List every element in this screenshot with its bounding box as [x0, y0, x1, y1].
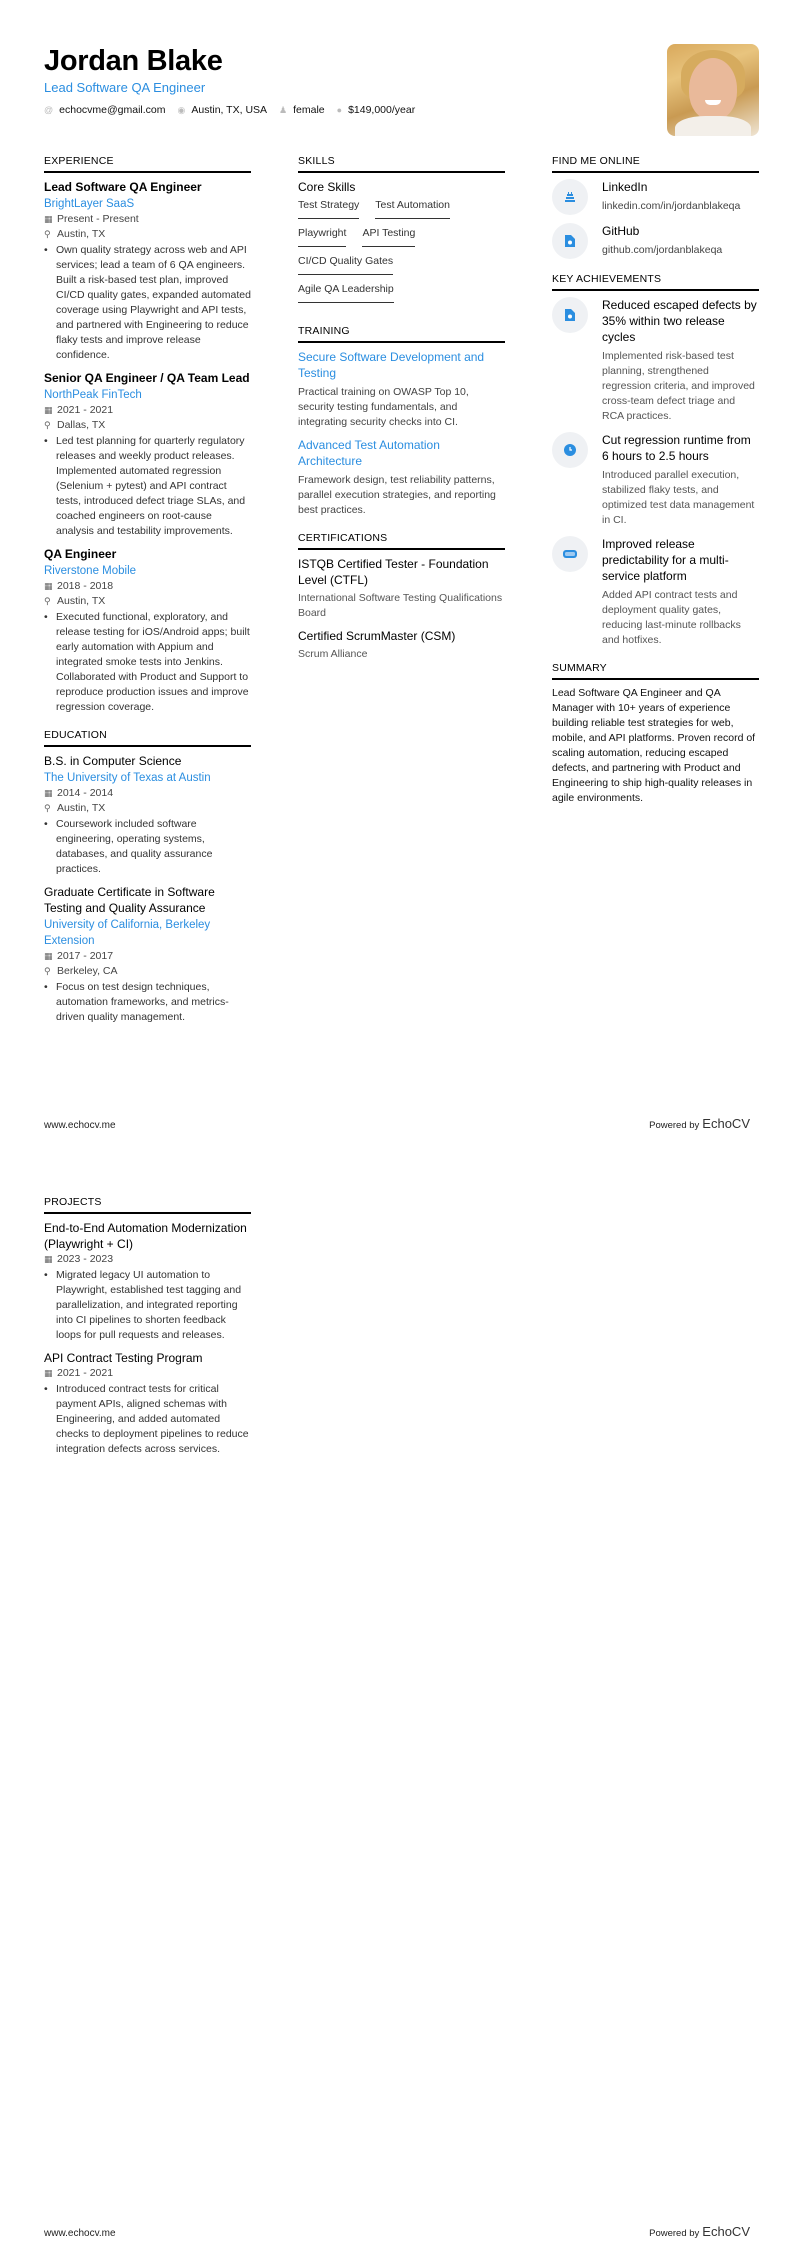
achievement-title: Cut regression runtime from 6 hours to 2.5 hours [602, 433, 751, 463]
document-icon [552, 223, 588, 259]
job-dates [44, 579, 251, 594]
profile-photo [667, 44, 759, 136]
calendar-icon: ▦ [44, 1254, 53, 1264]
dates-text: Present - Present [57, 213, 139, 225]
bullet-text: Led test planning for quarterly regulatory releases and weekly product releases. Implemented automated regression (Selenium + pytest) and API contract tests, introduced defect triage SLAs, and coached engineers on root-cause analysis and testability improvements. [56, 435, 246, 537]
education-entry [44, 753, 251, 877]
bullet-item [44, 610, 251, 715]
location-pin-icon: ⚲ [44, 966, 51, 976]
powered-by [649, 1116, 750, 1131]
summary-text: Lead Software QA Engineer and QA Manager with 10+ years of experience building reliable test strategies for web, mobile, and API platforms. Proven record of scaling automation, reducing escaped defects, and partnering with Product and Engineering to ship high-quality releases in agile environments. [552, 687, 756, 804]
section-title: EXPERIENCE [44, 155, 251, 173]
training-desc: Practical training on OWASP Top 10, security testing fundamentals, and integrating security checks into CI. [298, 386, 469, 428]
skill-tag: Agile QA Leadership [298, 283, 394, 303]
project-dates [44, 1366, 251, 1381]
achievement-title: Improved release predictability for a multi-service platform [602, 537, 729, 583]
calendar-icon: ▦ [44, 951, 53, 961]
training-name: Secure Software Development and Testing [298, 350, 485, 380]
resume-page-2 [0, 1150, 794, 2246]
online-name: LinkedIn [602, 180, 648, 194]
job-dates [44, 212, 251, 227]
summary-section [552, 662, 759, 806]
degree-title: Graduate Certificate in Software Testing and Quality Assurance [44, 885, 215, 915]
document-icon [552, 297, 588, 333]
online-section [552, 155, 759, 259]
person-icon: ♟ [279, 104, 288, 115]
skill-tag: CI/CD Quality Gates [298, 255, 393, 275]
job-title: QA Engineer [44, 547, 117, 561]
dates-text: 2017 - 2017 [57, 950, 114, 962]
skill-tag: Test Strategy [298, 199, 359, 219]
achievement-desc: Implemented risk-based test planning, strengthened regression criteria, and improved cross-team defect triage and RCA practices. [602, 350, 755, 422]
contact-info [44, 104, 664, 116]
section-title: EDUCATION [44, 729, 251, 747]
bullet-dot: • [44, 1383, 48, 1395]
location-pin-icon: ⚲ [44, 803, 51, 813]
middle-column [298, 155, 505, 676]
skill-tag: Test Automation [375, 199, 450, 219]
section-title: FIND ME ONLINE [552, 155, 759, 173]
experience-entry [44, 179, 251, 363]
section-title: SUMMARY [552, 662, 759, 680]
location-pin-icon: ⚲ [44, 596, 51, 606]
degree-title: B.S. in Computer Science [44, 754, 182, 768]
page-footer [44, 2224, 750, 2239]
online-name: GitHub [602, 224, 640, 238]
bullet-item [44, 817, 251, 877]
section-title: PROJECTS [44, 1196, 251, 1214]
bullet-dot: • [44, 818, 48, 830]
project-name: End-to-End Automation Modernization (Playwright + CI) [44, 1221, 247, 1251]
skill-group-title: Core Skills [298, 180, 356, 194]
section-title: TRAINING [298, 325, 505, 343]
contact-email[interactable] [44, 104, 166, 116]
resume-header [44, 44, 664, 116]
projects-section [44, 1196, 251, 1457]
bullet-text: Own quality strategy across web and API services; lead a team of 6 QA engineers. Built a risk-based test plan, improved CI/CD quality gates, expanded automated coverage using Playwright and API tests, and partnered with Engineering to reduce flaky tests and improve release confidence. [56, 244, 251, 361]
dates-text: 2021 - 2021 [57, 404, 114, 416]
dollar-circle-icon: ● [336, 105, 343, 115]
job-title: Senior QA Engineer / QA Team Lead [44, 371, 250, 385]
calendar-icon: ▦ [44, 214, 53, 224]
achievements-section [552, 273, 759, 648]
edu-location [44, 801, 251, 816]
edu-bullets [44, 980, 251, 1025]
bullet-item [44, 980, 251, 1025]
job-bullets [44, 610, 251, 715]
cert-issuer: Scrum Alliance [298, 648, 368, 660]
project-name: API Contract Testing Program [44, 1351, 203, 1365]
edu-bullets [44, 817, 251, 877]
dates-text: 2014 - 2014 [57, 787, 114, 799]
skill-tag: Playwright [298, 227, 346, 247]
bullet-item [44, 434, 251, 539]
battery-icon [552, 536, 588, 572]
photo-smile [705, 100, 721, 105]
project-bullets [44, 1382, 251, 1457]
powered-by [649, 2224, 750, 2239]
dates-text: 2018 - 2018 [57, 580, 114, 592]
job-dates [44, 403, 251, 418]
bullet-dot: • [44, 1269, 48, 1281]
bullet-item [44, 1382, 251, 1457]
location-text: Berkeley, CA [57, 965, 118, 977]
skill-tag: API Testing [362, 227, 415, 247]
education-section [44, 729, 251, 1025]
project-entry [44, 1220, 251, 1343]
bullet-text: Migrated legacy UI automation to Playwright, established test tagging and parallelization, and integrated reporting into CI pipelines to shorten feedback loops for pull requests and releases. [56, 1269, 242, 1341]
cert-issuer: International Software Testing Qualifications Board [298, 592, 503, 619]
job-title: Lead Software QA Engineer [44, 180, 202, 194]
bullet-item [44, 243, 251, 363]
cake-icon [552, 179, 588, 215]
location-pin-icon: ◉ [177, 104, 186, 115]
bullet-item [44, 1268, 251, 1343]
skills-section [298, 155, 505, 311]
bullet-text: Introduced contract tests for critical payment APIs, aligned schemas with Engineering, and added automated checks to deployment pipelines to reduce integration defects across services. [56, 1383, 249, 1455]
contact-gender [279, 104, 325, 116]
job-bullets [44, 243, 251, 363]
at-icon: @ [44, 105, 54, 115]
training-name: Advanced Test Automation Architecture [298, 438, 440, 468]
experience-entry [44, 546, 251, 715]
experience-section [44, 155, 251, 715]
edu-dates [44, 949, 251, 964]
bullet-dot: • [44, 611, 48, 623]
cert-name: Certified ScrumMaster (CSM) [298, 629, 456, 643]
location-text: Austin, TX [57, 595, 106, 607]
online-url[interactable]: linkedin.com/in/jordanblakeqa [602, 200, 741, 212]
bullet-text: Executed functional, exploratory, and release testing for iOS/Android apps; built early automation with Appium and integrated smoke tests into Jenkins. Collaborated with Product and Support to reproduce production issues and improve regression coverage. [56, 611, 250, 713]
photo-shirt [675, 116, 751, 136]
location-text: Dallas, TX [57, 419, 106, 431]
email-text: echocvme@gmail.com [59, 104, 166, 116]
location-pin-icon: ⚲ [44, 229, 51, 239]
left-column [44, 1196, 251, 1471]
company-name: Riverstone Mobile [44, 565, 137, 577]
section-title: SKILLS [298, 155, 505, 173]
online-profile-linkedin[interactable] [552, 179, 759, 215]
location-text: Austin, TX [57, 228, 106, 240]
skill-tags [298, 199, 505, 311]
right-column [552, 155, 759, 820]
photo-face [689, 58, 737, 120]
edu-location [44, 964, 251, 979]
edu-dates [44, 786, 251, 801]
achievement-desc: Added API contract tests and deployment quality gates, reducing last-minute rollbacks and hotfixes. [602, 589, 741, 646]
footer-site-link[interactable]: www.echocv.me [44, 1120, 116, 1131]
brand-logo[interactable]: EchoCV [702, 2224, 750, 2239]
left-column [44, 155, 251, 1039]
school-name: The University of Texas at Austin [44, 772, 211, 784]
achievement-item [552, 297, 759, 424]
location-text: Austin, TX [57, 802, 106, 814]
calendar-icon: ▦ [44, 581, 53, 591]
candidate-headline: Lead Software QA Engineer [44, 80, 206, 95]
calendar-icon: ▦ [44, 1368, 53, 1378]
certifications-section [298, 532, 505, 662]
achievement-item [552, 432, 759, 528]
school-name: University of California, Berkeley Extension [44, 919, 211, 947]
education-entry [44, 884, 251, 1025]
contact-salary [337, 104, 416, 116]
dates-text: 2021 - 2021 [57, 1367, 114, 1379]
brand-logo[interactable]: EchoCV [702, 1116, 750, 1131]
job-location [44, 594, 251, 609]
training-section [298, 325, 505, 518]
clock-icon [552, 432, 588, 468]
page-footer [44, 1116, 750, 1131]
calendar-icon: ▦ [44, 788, 53, 798]
contact-location [178, 104, 268, 116]
achievement-title: Reduced escaped defects by 35% within two release cycles [602, 298, 757, 344]
job-location [44, 227, 251, 242]
training-desc: Framework design, test reliability patterns, parallel execution strategies, and reporting best practices. [298, 474, 496, 516]
section-title: KEY ACHIEVEMENTS [552, 273, 759, 291]
powered-by-label: Powered by [649, 2228, 700, 2239]
achievement-desc: Introduced parallel execution, stabilized flaky tests, and optimized test data management in CI. [602, 469, 755, 526]
location-pin-icon: ⚲ [44, 420, 51, 430]
bullet-dot: • [44, 435, 48, 447]
footer-site-link[interactable]: www.echocv.me [44, 2228, 116, 2239]
bullet-text: Coursework included software engineering, operating systems, databases, and quality assurance practices. [56, 818, 213, 875]
cert-name: ISTQB Certified Tester - Foundation Level (CTFL) [298, 557, 489, 587]
company-name: BrightLayer SaaS [44, 198, 135, 210]
online-url[interactable]: github.com/jordanblakeqa [602, 244, 723, 256]
bullet-dot: • [44, 244, 48, 256]
project-bullets [44, 1268, 251, 1343]
online-profile-github[interactable] [552, 223, 759, 259]
bullet-dot: • [44, 981, 48, 993]
gender-text: female [293, 104, 325, 116]
project-entry [44, 1350, 251, 1457]
candidate-name: Jordan Blake [44, 45, 223, 77]
powered-by-label: Powered by [649, 1120, 700, 1131]
dates-text: 2023 - 2023 [57, 1253, 114, 1265]
bullet-text: Focus on test design techniques, automation frameworks, and metrics-driven quality management. [56, 981, 229, 1023]
job-location [44, 418, 251, 433]
salary-text: $149,000/year [348, 104, 416, 116]
achievement-item [552, 536, 759, 648]
location-text: Austin, TX, USA [191, 104, 268, 116]
calendar-icon: ▦ [44, 405, 53, 415]
project-dates [44, 1252, 251, 1267]
section-title: CERTIFICATIONS [298, 532, 505, 550]
experience-entry [44, 370, 251, 539]
company-name: NorthPeak FinTech [44, 389, 142, 401]
job-bullets [44, 434, 251, 539]
